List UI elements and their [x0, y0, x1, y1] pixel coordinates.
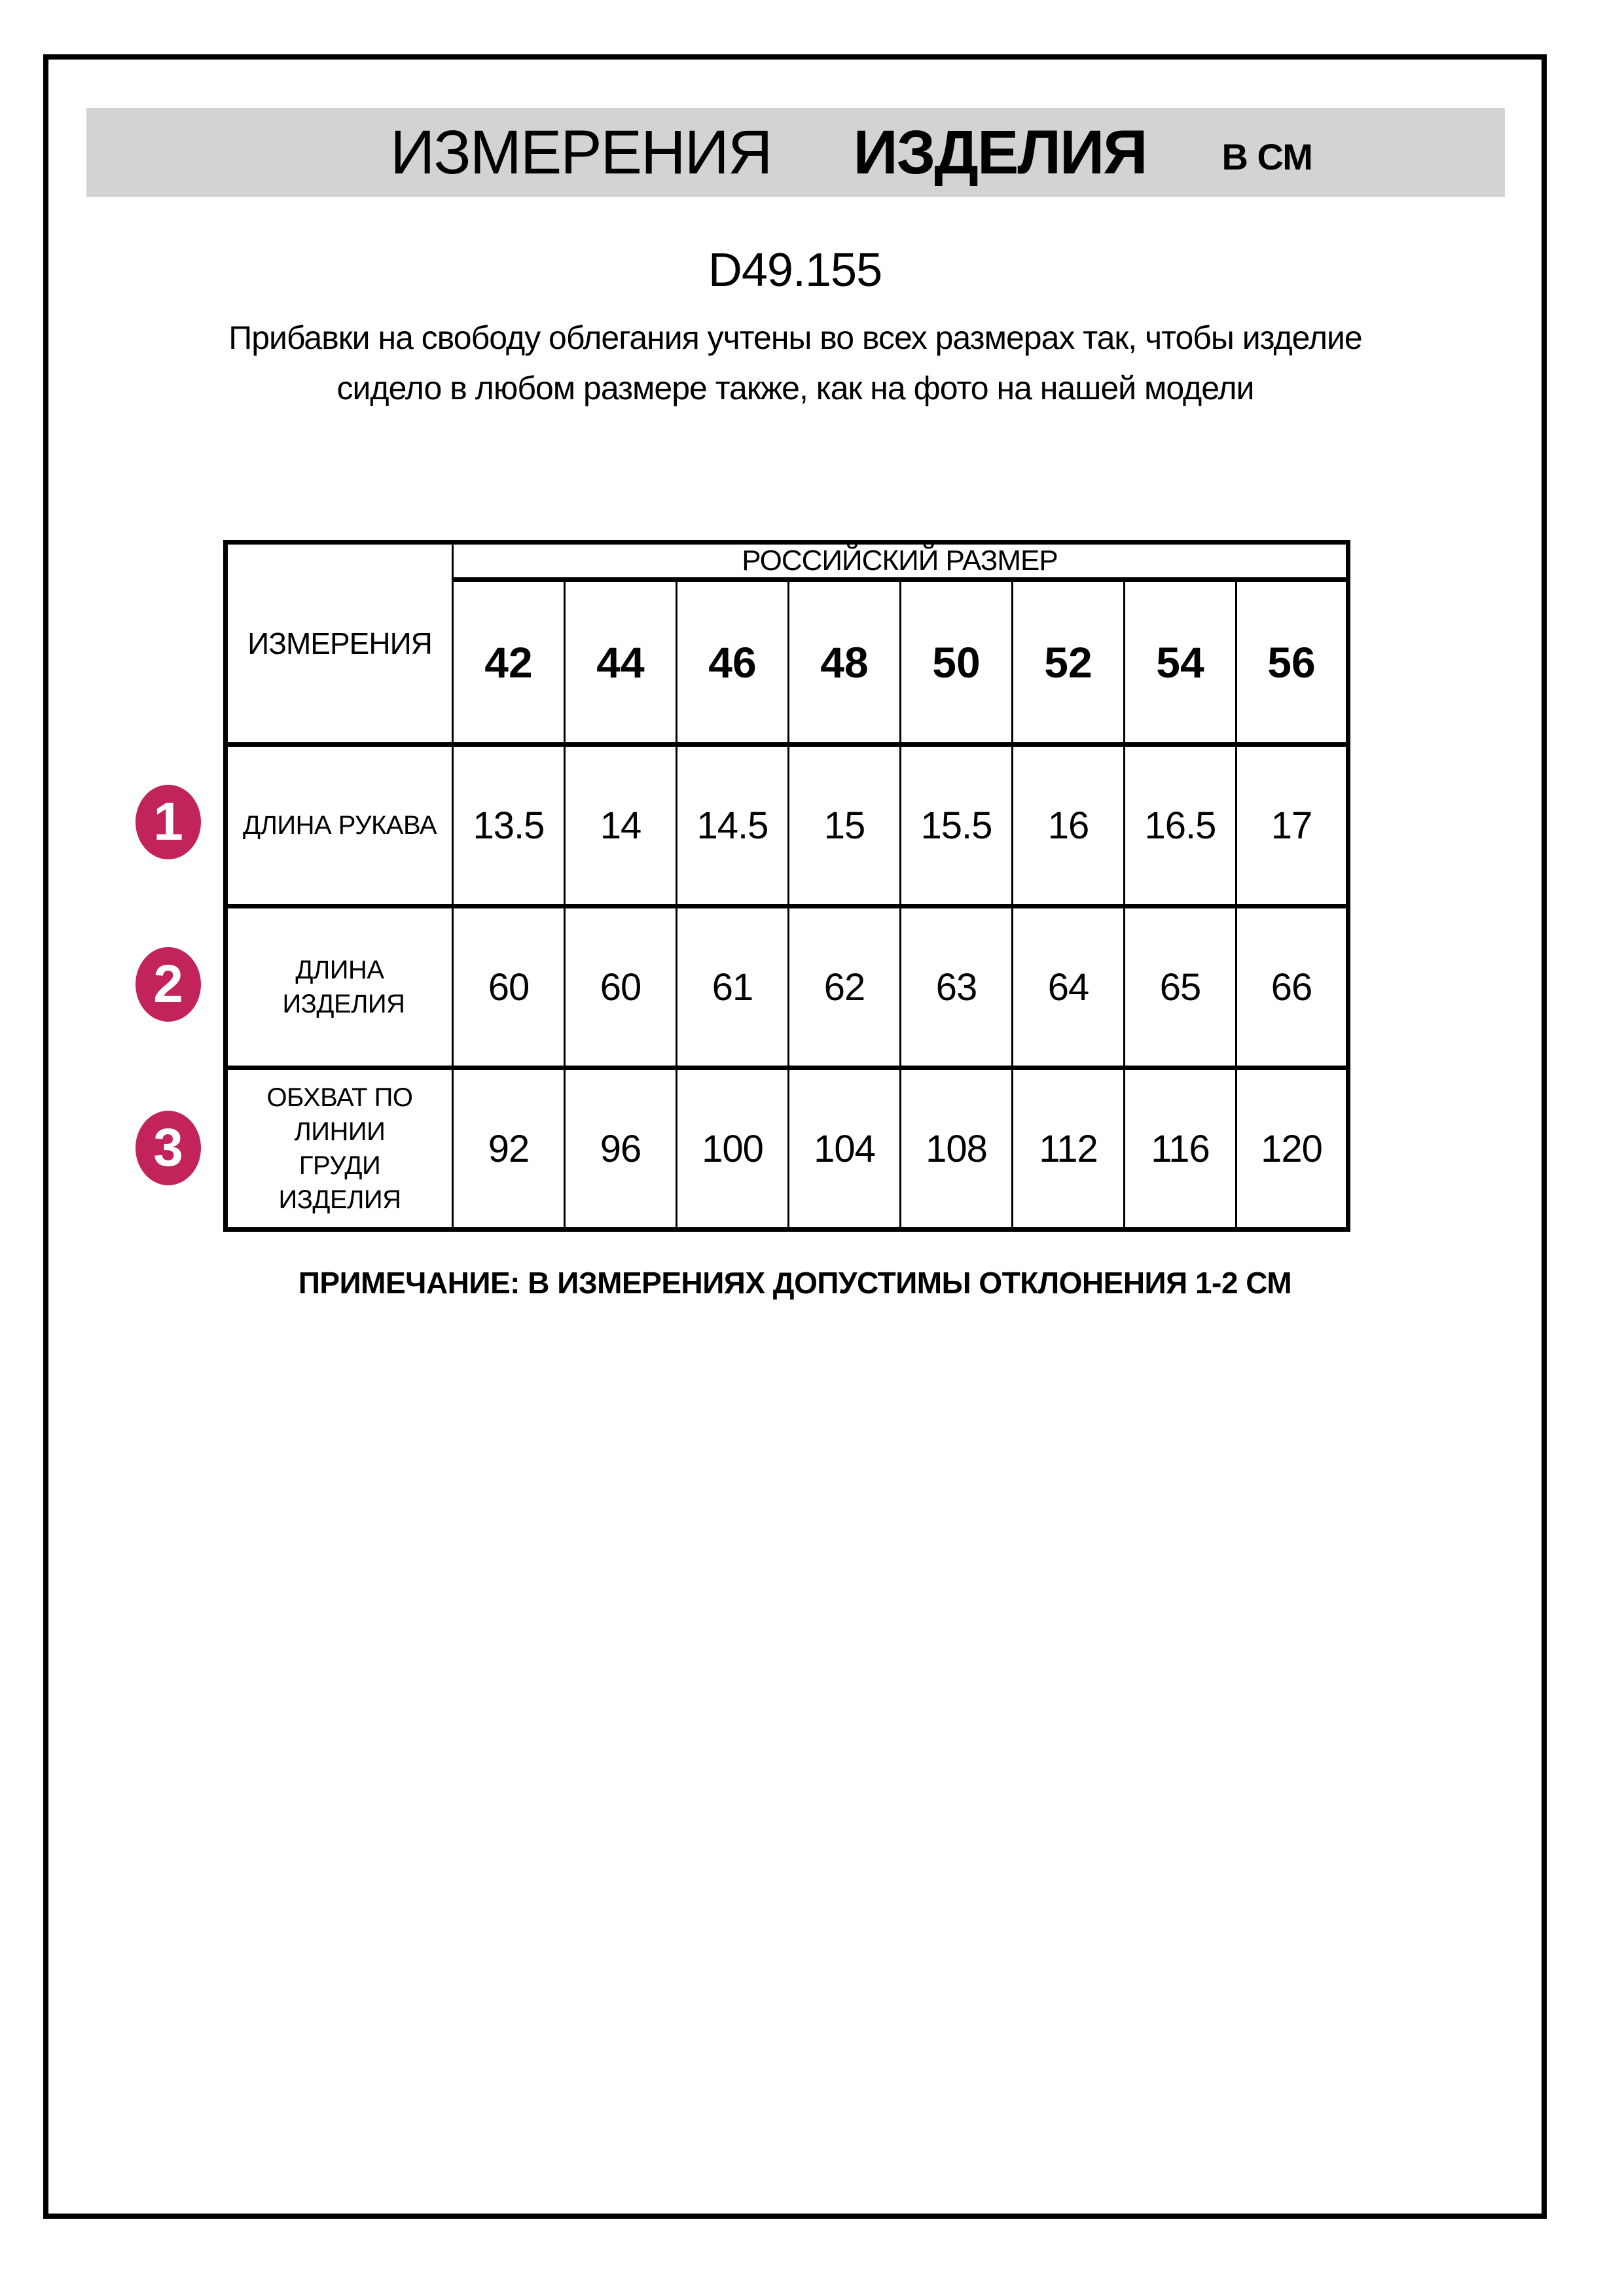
russian-size-group-header: РОССИЙСКИЙ РАЗМЕР — [453, 543, 1348, 580]
table-cell: 13.5 — [453, 745, 565, 906]
table-row-chest-girth — [226, 1068, 1348, 1230]
table-cell: 16 — [1013, 745, 1125, 906]
size-column-header: 52 — [1013, 580, 1125, 745]
title-bar — [86, 108, 1505, 197]
size-column-header: 46 — [677, 580, 789, 745]
tolerance-note: ПРИМЕЧАНИЕ: В ИЗМЕРЕНИЯХ ДОПУСТИМЫ ОТКЛОНЕНИЯ 1-2 СМ — [298, 1266, 1292, 1300]
table-row-product-length — [226, 906, 1348, 1068]
table-cell: 112 — [1013, 1068, 1125, 1230]
table-cell: 62 — [789, 906, 901, 1068]
fit-description: Прибавки на свободу облегания учтены во всех размерах так, чтобы изделие сидело в любом размере также, как на фото на нашей модели — [228, 319, 1362, 406]
table-corner-header: ИЗМЕРЕНИЯ — [226, 543, 453, 745]
table-cell: 66 — [1236, 906, 1348, 1068]
size-column-header: 56 — [1236, 580, 1348, 745]
table-cell: 100 — [677, 1068, 789, 1230]
table-cell: 15.5 — [901, 745, 1013, 906]
size-column-header: 50 — [901, 580, 1013, 745]
page-title-unit: В СМ — [1221, 135, 1312, 177]
table-row-sleeve-length — [226, 745, 1348, 906]
table-cell: 61 — [677, 906, 789, 1068]
row-number-badge-1: 1 — [135, 785, 201, 859]
table-cell: 14 — [565, 745, 677, 906]
table-cell: 17 — [1236, 745, 1348, 906]
row-label: ОБХВАТ ПО ЛИНИИ ГРУДИ ИЗДЕЛИЯ — [226, 1068, 453, 1230]
row-number-badge-2: 2 — [135, 947, 201, 1022]
size-column-header: 44 — [565, 580, 677, 745]
page-title-word-product: ИЗДЕЛИЯ — [853, 117, 1147, 187]
table-cell: 15 — [789, 745, 901, 906]
table-cell: 92 — [453, 1068, 565, 1230]
table-cell: 16.5 — [1125, 745, 1236, 906]
size-column-header: 54 — [1125, 580, 1236, 745]
size-table — [223, 540, 1350, 1232]
row-label: ДЛИНА ИЗДЕЛИЯ — [226, 906, 453, 1068]
table-cell: 60 — [565, 906, 677, 1068]
row-number-badge-3: 3 — [135, 1111, 201, 1185]
table-group-header-row — [226, 543, 1348, 580]
page-title-word-measurements: ИЗМЕРЕНИЯ — [390, 117, 772, 187]
article-code: D49.155 — [708, 244, 882, 296]
table-cell: 116 — [1125, 1068, 1236, 1230]
table-cell: 96 — [565, 1068, 677, 1230]
table-cell: 108 — [901, 1068, 1013, 1230]
table-cell: 64 — [1013, 906, 1125, 1068]
row-label: ДЛИНА РУКАВА — [226, 745, 453, 906]
table-cell: 104 — [789, 1068, 901, 1230]
size-column-header: 42 — [453, 580, 565, 745]
table-cell: 63 — [901, 906, 1013, 1068]
table-cell: 65 — [1125, 906, 1236, 1068]
table-cell: 120 — [1236, 1068, 1348, 1230]
size-column-header: 48 — [789, 580, 901, 745]
table-cell: 14.5 — [677, 745, 789, 906]
table-cell: 60 — [453, 906, 565, 1068]
